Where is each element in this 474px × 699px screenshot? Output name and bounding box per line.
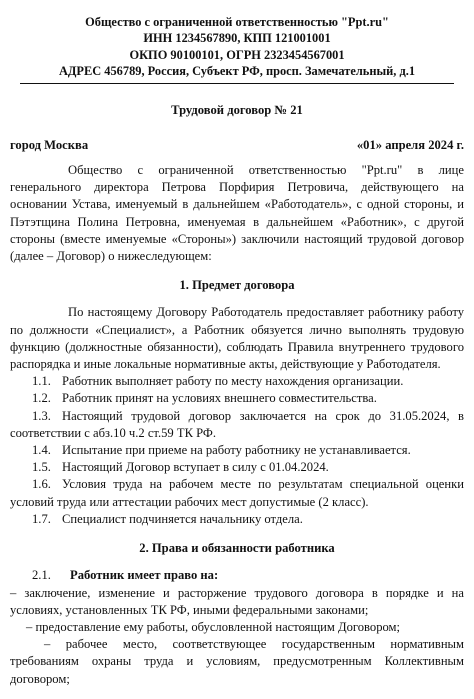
rights-heading: Работник имеет право на:: [70, 568, 219, 583]
item-text: Условия труда на рабочем месте по результатам специальной оценки условий труда или аттестации рабочих мест допустимые (2 класс).: [10, 477, 464, 509]
intro-paragraph: Общество с ограниченной ответственностью "Ppt.ru" в лице генерального директора Петрова Порфирия Петровича, действующего на основании Устава, именуемый в дальнейшем «Работодатель», с одной стороны, и Пэтэтщина Полина Петровна, именуемая в дальнейшем «Работник», с другой стороны (вместе именуемые «Стороны») заключили настоящий трудовой договор (далее – Договор) о нижеследующем:: [10, 163, 464, 264]
header-divider: [20, 83, 454, 84]
item-text: Работник принят на условиях внешнего совместительства.: [62, 391, 377, 406]
city-label: город Москва: [10, 137, 89, 152]
header-address: АДРЕС 456789, Россия, Субъект РФ, просп. Замечательный, д.1: [58, 64, 416, 79]
list-item: [10, 373, 464, 390]
contract-date: «01» апреля 2024 г.: [356, 137, 464, 152]
item-text: Специалист подчиняется начальнику отдела.: [62, 511, 303, 526]
item-text: Настоящий Договор вступает в силу с 01.04.2024.: [62, 460, 329, 475]
list-item: [10, 408, 464, 442]
list-item: [10, 476, 464, 510]
item-text: Работник выполняет работу по месту нахождения организации.: [62, 374, 404, 389]
company-header: [10, 14, 464, 80]
list-item: [10, 459, 464, 476]
section-2-title: 2. Права и обязанности работника: [139, 541, 335, 556]
list-item: – предоставление ему работы, обусловленной настоящим Договором;: [26, 619, 401, 634]
list-item: [10, 390, 464, 407]
item-number: 1.4.: [32, 443, 51, 458]
header-okpo-ogrn: ОКПО 90100101, ОГРН 2323454567001: [129, 47, 345, 62]
city-date-row: [10, 137, 464, 154]
item-number: 1.7.: [32, 511, 51, 526]
list-item: – рабочее место, соответствующее государственным нормативным требованиям охраны труда и условиям, предусмотренным Коллективным договором;: [10, 637, 464, 686]
item-number: 1.6.: [32, 477, 51, 492]
item-number: 2.1.: [32, 568, 51, 583]
header-inn-kpp: ИНН 1234567890, КПП 121001001: [143, 31, 331, 46]
item-number: 1.1.: [32, 374, 51, 389]
section-1-title: 1. Предмет договора: [179, 278, 295, 293]
list-item: [10, 442, 464, 459]
item-number: 1.5.: [32, 460, 51, 475]
document-title: Трудовой договор № 21: [171, 102, 303, 117]
rights-lead: [10, 567, 464, 584]
item-number: 1.2.: [32, 391, 51, 406]
item-text: Испытание при приеме на работу работнику не устанавливается.: [62, 443, 411, 458]
section-1-lead: По настоящему Договору Работодатель предоставляет работнику работу по должности «Специалист», а Работник обязуется лично выполнять трудовую функцию (должностные обязанности), соблюдать Правила внутреннего трудового распорядка и иные локальные нормативные акты, действующие у Работодателя.: [10, 305, 464, 372]
item-text: Настоящий трудовой договор заключается на срок до 31.05.2024, в соответствии с абз.10 ч.2 ст.59 ТК РФ.: [10, 408, 464, 440]
header-company-name: Общество с ограниченной ответственностью "Ppt.ru": [85, 15, 389, 29]
list-item: – заключение, изменение и расторжение трудового договора в порядке и на условиях, установленных ТК РФ, иными федеральными законами;: [10, 585, 464, 617]
list-item: [10, 511, 464, 528]
item-number: 1.3.: [32, 408, 51, 423]
